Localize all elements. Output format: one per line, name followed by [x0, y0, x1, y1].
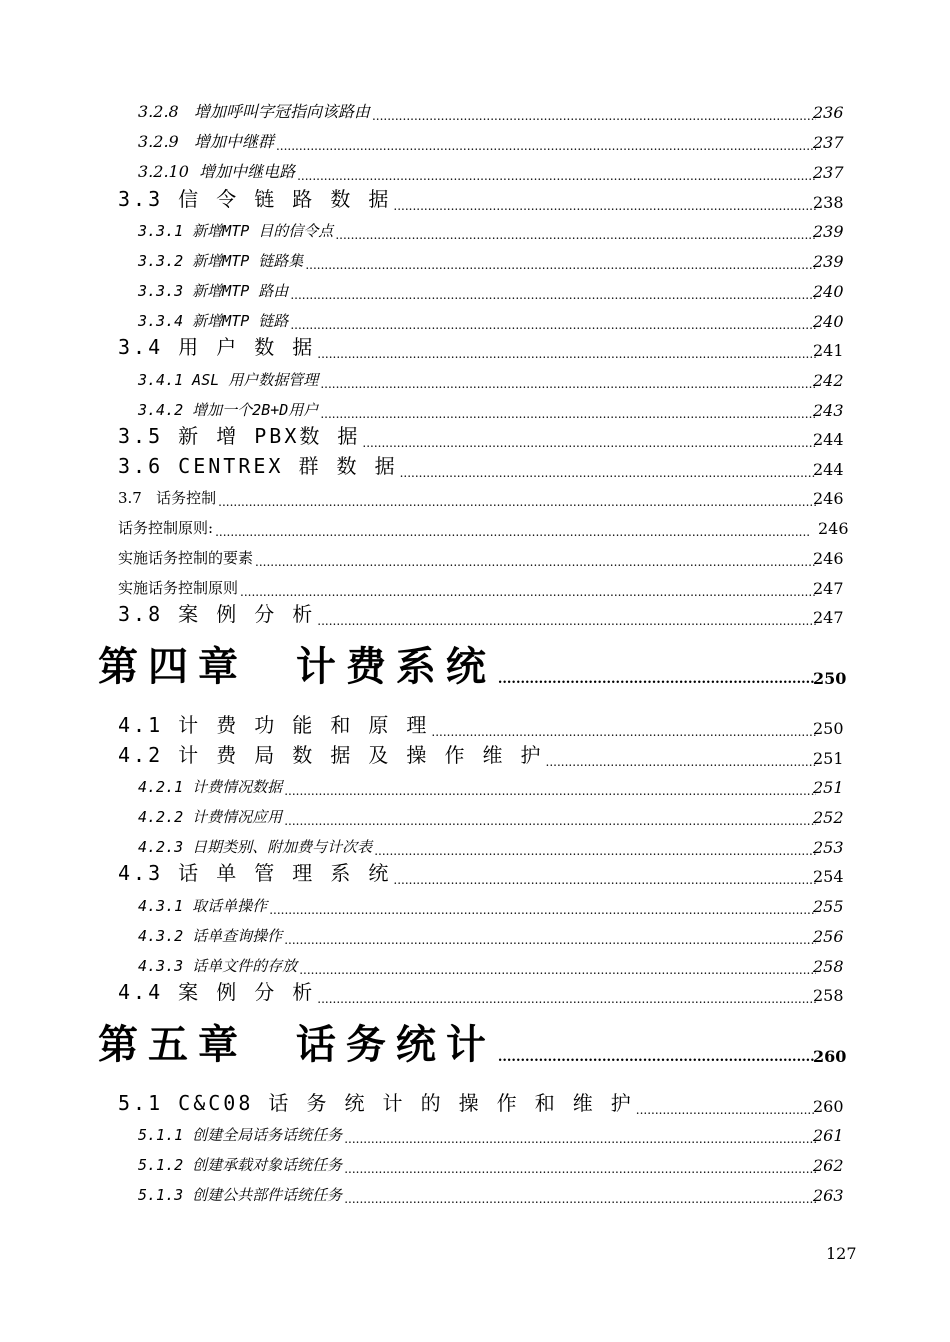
toc-chapter-5 [98, 1018, 847, 1070]
toc-chapter-label: 第五章 话务统计 [98, 1021, 496, 1068]
toc-entry-label: 5.1.2 创建承载对象话统任务 [138, 1156, 343, 1174]
toc-leader-dots [317, 993, 816, 1005]
toc-entry-label: 4.1 计 费 功 能 和 原 理 [118, 713, 430, 737]
toc-entry-page: 237 [813, 163, 844, 182]
toc-leader-dots [335, 229, 816, 241]
toc-leader-dots [546, 756, 816, 768]
toc-entry-page: 240 [813, 312, 844, 331]
toc-entry-5-1-1 [138, 1121, 844, 1145]
toc-entry-page: 239 [813, 222, 844, 241]
toc-leader-dots [431, 726, 816, 738]
toc-entry-label: 4.2 计 费 局 数 据 及 操 作 维 护 [118, 743, 544, 767]
toc-entry-page: 251 [813, 778, 844, 797]
toc-entry-label: 5.1.1 创建全局话务话统任务 [138, 1126, 343, 1144]
toc-entry-3-2-9 [138, 128, 844, 152]
toc-entry-3-4-1 [138, 366, 844, 390]
toc-entry-label: 4.3 话 单 管 理 系 统 [118, 861, 392, 885]
toc-entry-4-4 [118, 980, 844, 1005]
toc-entry-page: 246 [813, 549, 844, 568]
toc-leader-dots [215, 526, 810, 538]
toc-leader-dots [400, 467, 816, 479]
toc-entry-4-3-3 [138, 952, 844, 976]
toc-entry-label: 4.2.2 计费情况应用 [138, 808, 283, 826]
toc-entry-page: 244 [813, 460, 844, 479]
toc-entry-label: 实施话务控制的要素 [118, 549, 254, 567]
toc-leader-dots [344, 1193, 816, 1205]
toc-entry-page: 258 [813, 986, 844, 1005]
toc-entry-3-5 [118, 424, 844, 449]
toc-entry-5-1 [118, 1091, 844, 1116]
toc-entry-3-3 [118, 187, 844, 212]
toc-entry-label: 3.3.4 新增MTP 链路 [138, 312, 289, 330]
toc-entry-page: 255 [813, 897, 844, 916]
toc-leader-dots [284, 785, 816, 797]
toc-entry-label: 话务控制原则: [118, 519, 214, 537]
toc-entry-label: 3.3 信 令 链 路 数 据 [118, 187, 392, 211]
toc-entry-page: 236 [813, 103, 844, 122]
toc-entry-page: 246 [818, 519, 849, 538]
toc-leader-dots [372, 110, 816, 122]
toc-leader-dots [269, 904, 816, 916]
toc-entry-4-3-1 [138, 892, 844, 916]
toc-entry-label: 4.4 案 例 分 析 [118, 980, 316, 1004]
toc-leader-dots [305, 259, 816, 271]
toc-entry-label: 4.3.3 话单文件的存放 [138, 957, 298, 975]
toc-entry-page: 260 [813, 1097, 844, 1116]
toc-entry-page: 251 [813, 749, 844, 768]
toc-chapter-4 [98, 640, 847, 692]
toc-entry-label: 3.5 新 增 PBX数 据 [118, 424, 361, 448]
toc-chapter-label: 第四章 计费系统 [98, 643, 496, 690]
toc-entry-page: 250 [813, 669, 847, 688]
toc-leader-dots [498, 673, 816, 686]
toc-entry-page: 263 [813, 1186, 844, 1205]
toc-entry-3-2-8 [138, 98, 844, 122]
toc-leader-dots [320, 378, 816, 390]
toc-entry-traffic-control-elements [118, 544, 844, 568]
toc-entry-3-3-3 [138, 277, 844, 301]
toc-entry-page: 240 [813, 282, 844, 301]
toc-entry-4-3-2 [138, 922, 844, 946]
toc-entry-label: 3.7 话务控制 [118, 489, 217, 507]
toc-leader-dots [393, 200, 816, 212]
toc-entry-page: 262 [813, 1156, 844, 1175]
toc-entry-page: 258 [813, 957, 844, 976]
toc-leader-dots [344, 1133, 816, 1145]
toc-entry-page: 261 [813, 1126, 844, 1145]
toc-leader-dots [317, 615, 816, 627]
toc-leader-dots [498, 1051, 816, 1064]
toc-entry-label: 3.2.9 增加中继群 [138, 132, 274, 151]
toc-leader-dots [297, 170, 816, 182]
toc-entry-page: 247 [813, 579, 844, 598]
toc-entry-4-2-2 [138, 803, 844, 827]
toc-entry-label: 3.6 CENTREX 群 数 据 [118, 454, 398, 478]
toc-entry-label: 4.2.1 计费情况数据 [138, 778, 283, 796]
toc-entry-label: 3.3.3 新增MTP 路由 [138, 282, 289, 300]
toc-leader-dots [218, 496, 816, 508]
toc-entry-3-3-1 [138, 217, 844, 241]
toc-leader-dots [276, 140, 816, 152]
toc-entry-page: 244 [813, 430, 844, 449]
toc-entry-5-1-2 [138, 1151, 844, 1175]
toc-entry-page: 242 [813, 371, 844, 390]
toc-leader-dots [299, 964, 816, 976]
toc-leader-dots [284, 815, 816, 827]
toc-entry-label: 5.1.3 创建公共部件话统任务 [138, 1186, 343, 1204]
toc-entry-page: 254 [813, 867, 844, 886]
toc-entry-page: 238 [813, 193, 844, 212]
toc-entry-label: 3.3.2 新增MTP 链路集 [138, 252, 304, 270]
toc-entry-label: 3.4 用 户 数 据 [118, 335, 316, 359]
toc-entry-3-3-2 [138, 247, 844, 271]
toc-entry-label: 3.8 案 例 分 析 [118, 602, 316, 626]
toc-entry-page: 246 [813, 489, 844, 508]
toc-entry-page: 253 [813, 838, 844, 857]
toc-leader-dots [317, 348, 816, 360]
toc-entry-label: 4.3.1 取话单操作 [138, 897, 268, 915]
toc-entry-page: 260 [813, 1047, 847, 1066]
toc-entry-4-1 [118, 713, 844, 738]
toc-leader-dots [320, 408, 816, 420]
toc-entry-5-1-3 [138, 1181, 844, 1205]
toc-entry-3-6 [118, 454, 844, 479]
toc-entry-label: 4.3.2 话单查询操作 [138, 927, 283, 945]
toc-entry-label: 5.1 C&C08 话 务 统 计 的 操 作 和 维 护 [118, 1091, 634, 1115]
toc-leader-dots [393, 874, 816, 886]
toc-entry-4-3 [118, 861, 844, 886]
toc-entry-3-4 [118, 335, 844, 360]
toc-leader-dots [374, 845, 816, 857]
toc-entry-3-2-10 [138, 158, 844, 182]
toc-entry-label: 3.4.1 ASL 用户数据管理 [138, 371, 319, 389]
toc-leader-dots [362, 437, 816, 449]
toc-entry-label: 3.2.8 增加呼叫字冠指向该路由 [138, 102, 370, 121]
toc-entry-page: 250 [813, 719, 844, 738]
toc-leader-dots [240, 586, 816, 598]
toc-leader-dots [344, 1163, 816, 1175]
toc-entry-page: 256 [813, 927, 844, 946]
toc-leader-dots [290, 319, 816, 331]
toc-leader-dots [255, 556, 816, 568]
toc-entry-page: 239 [813, 252, 844, 271]
toc-entry-3-4-2 [138, 396, 844, 420]
toc-entry-traffic-control-rules [118, 574, 844, 598]
toc-entry-page: 237 [813, 133, 844, 152]
toc-leader-dots [290, 289, 816, 301]
toc-entry-3-8 [118, 602, 844, 627]
toc-entry-page: 241 [813, 341, 844, 360]
toc-entry-4-2 [118, 743, 844, 768]
toc-entry-label: 3.4.2 增加一个2B+D用户 [138, 401, 319, 419]
toc-leader-dots [284, 934, 816, 946]
toc-entry-traffic-control-principles [118, 514, 849, 538]
toc-entry-page: 252 [813, 808, 844, 827]
toc-entry-3-7 [118, 484, 844, 508]
toc-entry-4-2-3 [138, 833, 844, 857]
toc-entry-4-2-1 [138, 773, 844, 797]
toc-entry-3-3-4 [138, 307, 844, 331]
toc-leader-dots [636, 1104, 816, 1116]
toc-entry-page: 247 [813, 608, 844, 627]
page-number: 127 [826, 1244, 857, 1263]
toc-entry-label: 3.3.1 新增MTP 目的信令点 [138, 222, 334, 240]
toc-entry-label: 实施话务控制原则 [118, 579, 239, 597]
toc-entry-label: 3.2.10 增加中继电路 [138, 162, 296, 181]
toc-entry-page: 243 [813, 401, 844, 420]
toc-entry-label: 4.2.3 日期类别、附加费与计次表 [138, 838, 373, 856]
